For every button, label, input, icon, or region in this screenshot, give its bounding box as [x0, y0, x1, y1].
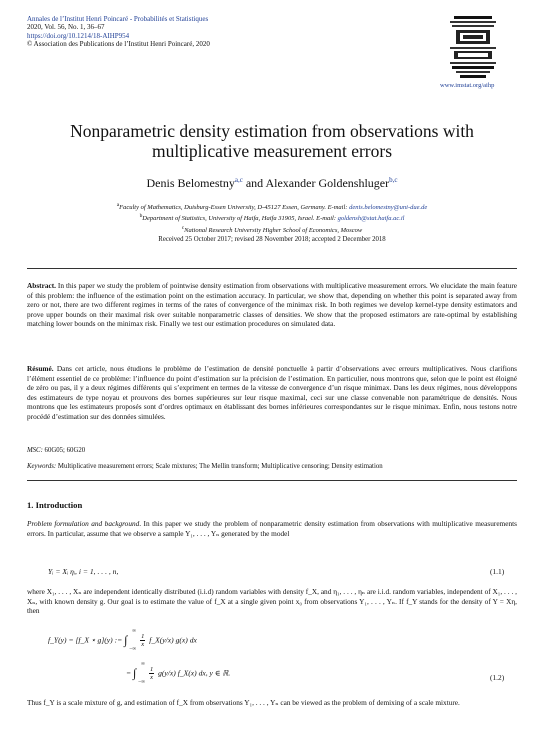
- integral-upper: ∞: [132, 628, 137, 634]
- keywords-line: [27, 462, 517, 472]
- affil-c-marker: c: [181, 224, 185, 231]
- intro-p1-text: . In this paper we study the problem of nonparametric density estimation from observations with multiplicative measurements errors. In particular, assume that we observe a sample Y₁, . . . , Yₙ generated by the model: [27, 519, 517, 538]
- affiliations: [40, 201, 504, 235]
- fraction: [140, 633, 145, 648]
- author-2-affil[interactable]: b,c: [389, 176, 398, 184]
- abstract-top-rule: [27, 268, 517, 269]
- intro-lead: Problem formulation and background: [27, 519, 140, 528]
- email-link-a[interactable]: denis.belomestny@uni-due.de: [349, 204, 428, 212]
- email-link-b[interactable]: goldensh@stat.haifa.ac.il: [337, 215, 405, 223]
- equation-1-2-line-2: [126, 661, 231, 685]
- affiliation-b: [40, 212, 504, 223]
- frac-num-2: 1: [149, 666, 154, 673]
- received-dates: Received 25 October 2017; revised 28 November 2018; accepted 2 December 2018: [158, 236, 386, 243]
- journal-logo: [440, 14, 506, 80]
- journal-header: [27, 15, 210, 48]
- affil-a-marker: a: [116, 202, 120, 208]
- msc-label: MSC:: [27, 447, 43, 454]
- eq2-rhs-2: g(y/x) f_X(x) dx, y ∈ ℝ.: [158, 668, 231, 678]
- title-line-1: Nonparametric density estimation from observations with: [70, 121, 474, 141]
- keywords-label: Keywords:: [27, 463, 57, 470]
- paper-title: [40, 121, 504, 161]
- eq2-equals: =: [126, 668, 132, 678]
- msc-line: [27, 446, 517, 456]
- author-1: Denis Belomestny: [146, 176, 235, 190]
- integral-sign-2: ∫ ∞ −∞: [133, 661, 146, 685]
- journal-url-link[interactable]: www.imstat.org/aihp: [440, 82, 495, 89]
- title-line-2: multiplicative measurement errors: [151, 141, 393, 161]
- equation-1-2-line-1: [48, 628, 197, 652]
- author-conjunction: and: [242, 176, 266, 190]
- resume-label: Résumé.: [27, 364, 54, 373]
- affil-b-marker: b: [139, 213, 143, 220]
- keywords-text: Multiplicative measurement errors; Scale mixtures; The Mellin transform; Multiplicative censoring; Density estimation: [56, 463, 383, 470]
- eq2-rhs-1: f_X(y/x) g(x) dx: [149, 635, 197, 645]
- affiliation-c: [40, 224, 504, 235]
- eq2-lhs: f_Y(y) = [f_X ⋆ g](y) :=: [48, 635, 123, 645]
- affiliation-a: [40, 201, 504, 212]
- integral-upper-2: ∞: [141, 661, 145, 667]
- journal-volume: 2020, Vol. 56, No. 1, 36–67: [27, 23, 105, 32]
- intro-paragraph-3: Thus f_Y is a scale mixture of g, and estimation of f_X from observations Y₁, . . . , Yₙ can be viewed as the problem of demixing of a scale mixture.: [27, 698, 460, 707]
- affil-b-text: Department of Statistics, University of Haifa, Haifa 31905, Israel. E-mail:: [142, 215, 338, 223]
- equation-1-1: Yᵢ = Xᵢ ηᵢ, i = 1, . . . , n,: [48, 567, 119, 576]
- intro-paragraph-2: where X₁, . . . , Xₙ are independent identically distributed (i.i.d) random variables with density f_X, and η₁, . . . , ηₙ are i.i.d. random variables, independent of X₁, . . . , Xₙ, with known density g. Our goal is to estimate the value of f_X at a single given point x₀ from observations Y₁, . . . , Yₙ. If f_Y stands for the density of Y = Xη, then: [27, 587, 517, 616]
- copyright-notice: © Association des Publications de l’Institut Henri Poincaré, 2020: [27, 39, 210, 48]
- intro-paragraph-1: [27, 519, 517, 538]
- journal-name[interactable]: Annales de l’Institut Henri Poincaré - Probabilités et Statistiques: [27, 15, 209, 23]
- fraction-2: [149, 666, 154, 681]
- frac-den-2: x: [150, 674, 153, 681]
- author-list: [40, 176, 504, 191]
- equation-1-2-number: (1.2): [490, 673, 505, 682]
- abstract-label: Abstract.: [27, 281, 56, 290]
- integral-lower: −∞: [129, 646, 137, 652]
- integral-sign: ∫ ∞ −∞: [124, 628, 137, 652]
- frac-den: x: [141, 641, 145, 648]
- affil-a-text: Faculty of Mathematics, Duisburg-Essen University, D-45127 Essen, Germany. E-mail:: [119, 204, 350, 212]
- abstract: [27, 281, 517, 329]
- abstract-text: In this paper we study the problem of pointwise density estimation from observations with multiplicative measurement errors. We elucidate the main feature of this problem: the influence of the estimation point on the estimation accuracy. In particular, we show that, depending on whether this point is separated away from zero or not, there are two different regimes in terms of the rates of convergence of the minimax risk. In both regimes we develop kernel-type density estimators and prove upper bounds on their maximal risk over suitable nonparametric classes of densities. We show that the proposed estimators are rate-optimal by establishing matching lower bounds on the minimax risk. Finally we test our estimation procedures on simulated data.: [27, 281, 517, 329]
- msc-codes: 60G05; 60G20: [42, 447, 86, 454]
- doi-link[interactable]: https://doi.org/10.1214/18-AIHP954: [27, 31, 130, 40]
- resume: [27, 364, 517, 421]
- frac-num: 1: [141, 633, 145, 640]
- author-2: Alexander Goldenshluger: [265, 176, 390, 190]
- abstract-bottom-rule: [27, 480, 517, 481]
- equation-1-1-number: (1.1): [490, 567, 505, 576]
- affil-c-text: National Research University Higher School of Economics, Moscow: [184, 226, 363, 234]
- integral-lower-2: −∞: [138, 679, 146, 685]
- section-heading-introduction: 1. Introduction: [27, 500, 83, 510]
- author-1-affil[interactable]: a,c: [234, 176, 243, 184]
- resume-text: Dans cet article, nous étudions le problème de l’estimation de densité ponctuelle à partir d’observations avec erreurs multiplicatives. Nous clarifions l’élément essentiel de ce problème: l’influence du point d’estimation sur la précision de l’estimation. En particulier, nous montrons que, selon que le point est éloigné de zéro ou pas, il y a deux régimes différents qui s’expriment en termes de la vitesse de convergence d’un risque minimax. Dans les deux régimes, nous développons des estimateurs de type noyau et prouvons des bornes supérieures sur leur risque maximal, ceci sur une classe convenable non paramétrique de densités. Nous montrons que les estimateurs proposés sont d’ordres optimaux en établissant des bornes inférieures correspondantes sur le risque minimax. Enfin, nous testons notre procédé d’estimation sur des données simulées.: [27, 364, 517, 421]
